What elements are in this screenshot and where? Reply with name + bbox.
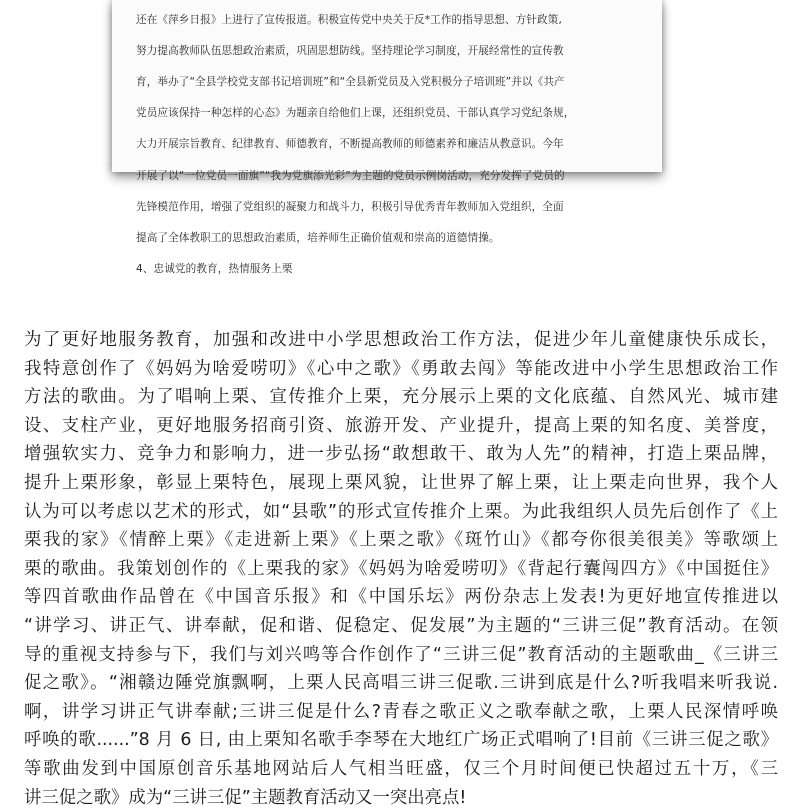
article-line: 讲三促之歌》成为“三讲三促”主题教育活动又一突出亮点! [24, 784, 778, 812]
article-line: 我特意创作了《妈妈为啥爱唠叨》《心中之歌》《勇敢去闯》等能改进中小学生思想政治工作 [24, 355, 778, 384]
scan-line: 提高了全体教职工的思想政治素质，培养师生正确价值观和崇高的道德情操。 [136, 231, 641, 247]
article-line: 方法的歌曲。为了唱响上栗、宣传推介上栗，充分展示上栗的文化底蕴、自然风光、城市建 [24, 383, 778, 412]
scan-line: 开展了以“一位党员一面旗”“我为党旗添光彩”为主题的党员示例岗活动，充分发挥了党员的 [136, 169, 641, 185]
article-line: 增强软实力、竞争力和影响力，进一步弘扬“敢想敢干、敢为人先”的精神，打造上栗品牌， [24, 440, 778, 469]
article-line: 等四首歌曲作品曾在《中国音乐报》和《中国乐坛》两份杂志上发表!为更好地宣传推进以 [24, 583, 778, 612]
article-line: 设、支柱产业，更好地服务招商引资、旅游开发、产业提升，提高上栗的知名度、美誉度， [24, 412, 778, 441]
scan-line: 育，举办了“全县学校党支部书记培训班”和“全县新党员及入党积极分子培训班”并以《共产 [136, 75, 641, 91]
article-line: 提升上栗形象，彰显上栗特色，展现上栗风貌，让世界了解上栗，让上栗走向世界，我个人 [24, 469, 778, 498]
article-line: 为了更好地服务教育，加强和改进中小学思想政治工作方法，促进少年儿童健康快乐成长， [24, 326, 778, 355]
scanned-document-image [112, 0, 662, 172]
article-line: “讲学习、讲正气、讲奉献，促和谐、促稳定、促发展”为主题的“三讲三促”教育活动。在领 [24, 612, 778, 641]
scan-line: 努力提高教师队伍思想政治素质，巩固思想防线。坚持理论学习制度，开展经常性的宣传教 [136, 44, 641, 60]
article-line: 促之歌》。“湘赣边陲党旗飘啊，上栗人民高唱三讲三促歌.三讲到底是什么?听我唱来听我说. [24, 669, 778, 698]
article-line: 啊，讲学习讲正气讲奉献;三讲三促是什么?青春之歌正义之歌奉献之歌，上栗人民深情呼唤 [24, 698, 778, 727]
scanned-document-text [136, 0, 641, 293]
article-line: 等歌曲发到中国原创音乐基地网站后人气相当旺盛，仅三个月时间便已快超过五十万，《三 [24, 755, 778, 784]
scan-line: 还在《萍乡日报》上进行了宣传报道。积极宣传党中央关于反*工作的指导思想、方针政策, [136, 13, 641, 29]
article-line: 呼唤的歌......”8 月 6 日, 由上栗知名歌手李琴在大地红广场正式唱响了!目前《三讲三促之歌》 [24, 726, 778, 755]
scan-line: 大力开展宗旨教育、纪律教育、师德教育，不断提高教师的师德素养和廉洁从教意识。今年 [136, 137, 641, 153]
article-line: 栗的歌曲。我策划创作的《上栗我的家》《妈妈为啥爱唠叨》《背起行囊闯四方》《中国挺住》 [24, 555, 778, 584]
article-line: 栗我的家》《情醉上栗》《走进新上栗》《上栗之歌》《斑竹山》《都夸你很美很美》等歌颂上 [24, 526, 778, 555]
article-line: 认为可以考虑以艺术的形式，如“县歌”的形式宣传推介上栗。为此我组织人员先后创作了《上 [24, 498, 778, 527]
article-body [24, 326, 778, 812]
scan-section-heading: 4、忠诚党的教育，热情服务上栗 [136, 262, 641, 278]
scan-line: 党员应该保持一种怎样的心态》为题亲自给他们上课，还组织党员、干部认真学习党纪条规， [136, 106, 641, 122]
article-line: 导的重视支持参与下，我们与刘兴鸣等合作创作了“三讲三促”教育活动的主题歌曲_《三讲三 [24, 641, 778, 670]
scan-line: 先锋模范作用，增强了党组织的凝聚力和战斗力，积极引导优秀青年教师加入党组织，全面 [136, 200, 641, 216]
